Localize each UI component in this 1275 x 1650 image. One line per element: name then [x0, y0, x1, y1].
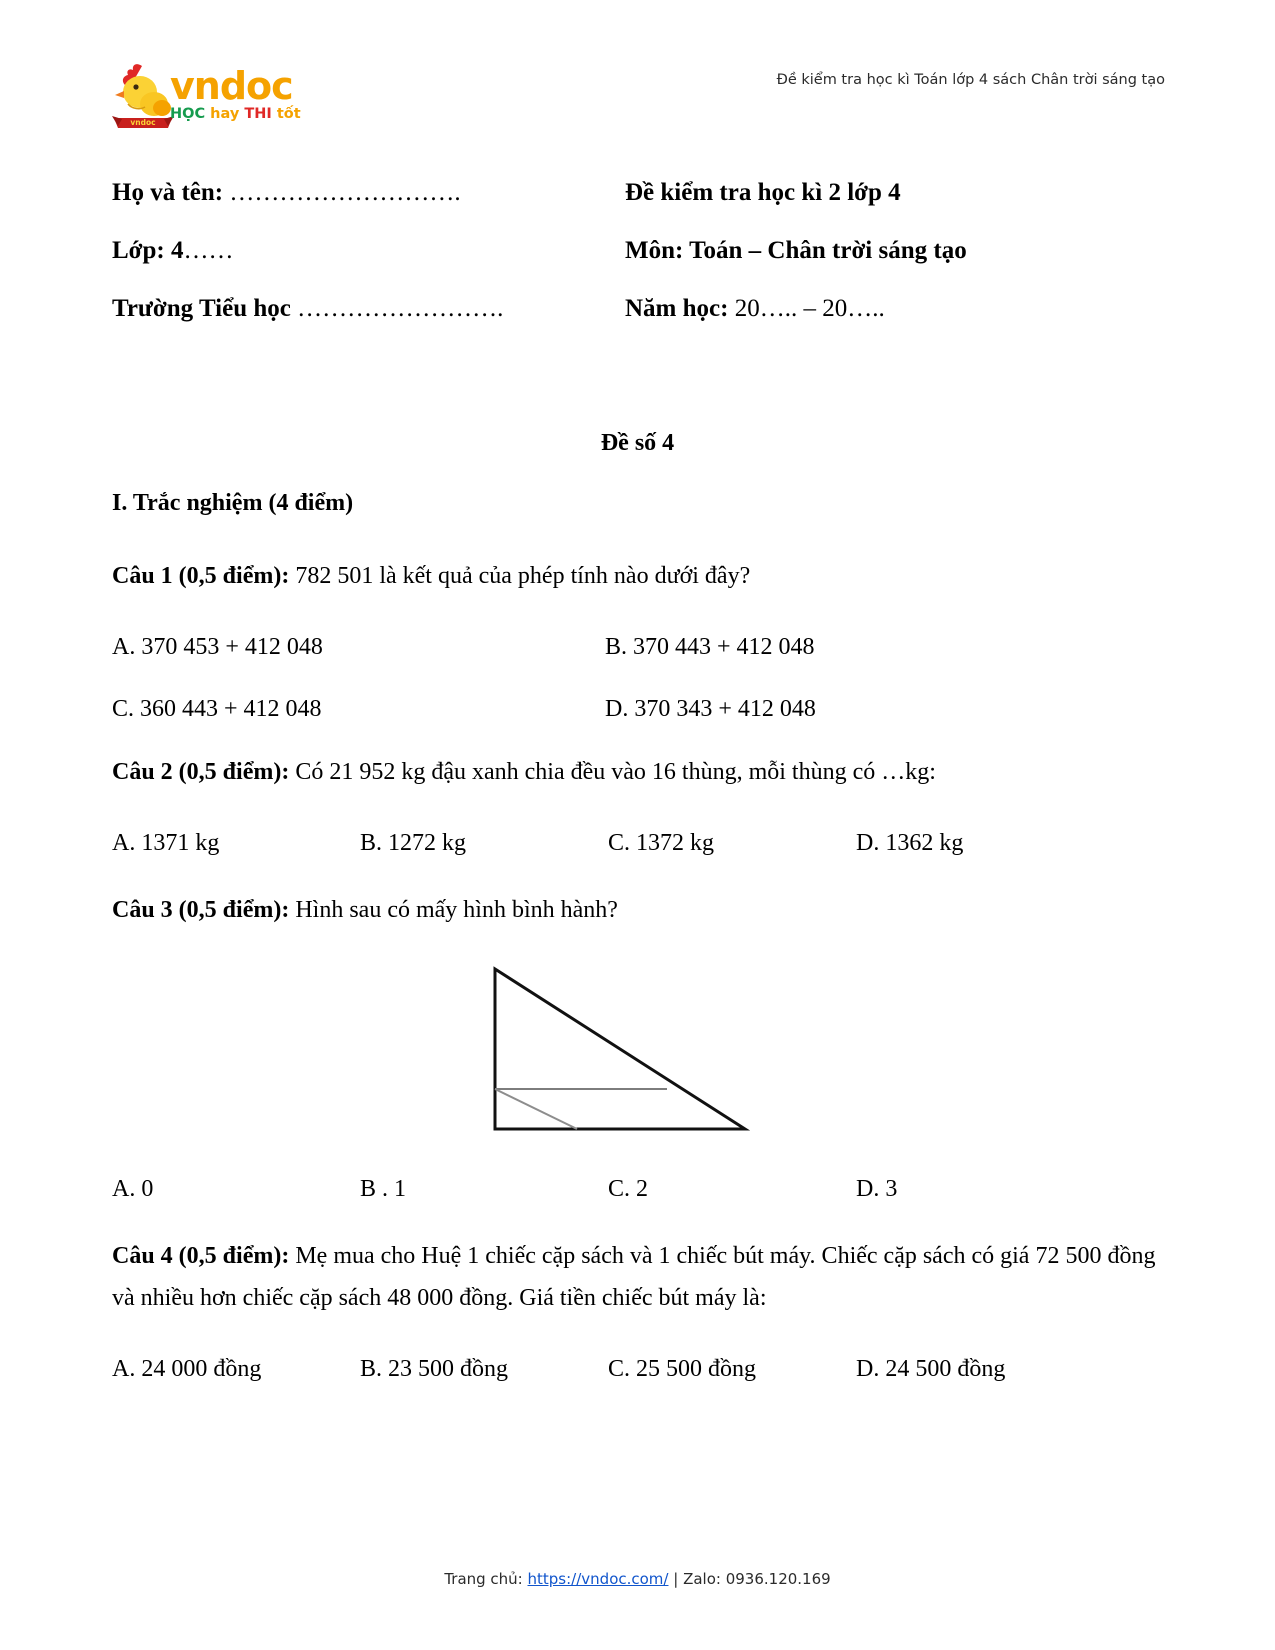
footer-homepage-link[interactable]: https://vndoc.com/ — [527, 1570, 669, 1588]
svg-text:vndoc: vndoc — [130, 118, 156, 127]
logo-tagline — [170, 106, 301, 122]
class-label: Lớp: 4 — [112, 237, 184, 264]
question-2-lead: Câu 2 (0,5 điểm): — [112, 759, 290, 785]
question-1-option-d[interactable]: D. 370 343 + 412 048 — [605, 696, 816, 722]
section-heading-multiple-choice: I. Trắc nghiệm (4 điểm) — [112, 490, 354, 516]
question-2-text: Có 21 952 kg đậu xanh chia đều vào 16 thùng, mỗi thùng có …kg: — [289, 759, 936, 785]
logo-tagline-hay: hay — [210, 106, 240, 122]
page-header — [112, 58, 1165, 134]
logo-wordmark: vndoc — [170, 64, 293, 108]
question-4-options — [112, 1349, 1167, 1389]
info-row-class — [112, 234, 1165, 292]
question-1-options-row-2 — [112, 689, 1167, 729]
question-1-lead: Câu 1 (0,5 điểm): — [112, 563, 290, 589]
school-dots: ……………………. — [290, 295, 504, 322]
subject-value: Toán – Chân trời sáng tạo — [683, 237, 967, 264]
question-1-text: 782 501 là kết quả của phép tính nào dưới đây? — [289, 563, 751, 589]
question-3-options — [112, 1169, 1167, 1209]
question-3-option-c[interactable]: C. 2 — [608, 1176, 649, 1202]
question-1-option-b[interactable]: B. 370 443 + 412 048 — [605, 634, 815, 660]
question-3-option-b[interactable]: B . 1 — [360, 1176, 407, 1202]
question-4-option-d[interactable]: D. 24 500 đồng — [856, 1356, 1006, 1382]
footer-prefix: Trang chủ: — [444, 1570, 528, 1588]
info-row-school — [112, 292, 1165, 350]
question-3-option-d[interactable]: D. 3 — [856, 1176, 898, 1202]
question-3-lead: Câu 3 (0,5 điểm): — [112, 897, 290, 923]
footer-suffix: | Zalo: 0936.120.169 — [668, 1570, 831, 1588]
question-3 — [112, 889, 1167, 931]
student-info-block — [112, 176, 1165, 350]
school-year-value: 20….. – 20….. — [728, 295, 885, 322]
page-footer — [0, 1570, 1275, 1588]
logo-tagline-tot: tốt — [276, 106, 301, 122]
exam-code-heading: Đề số 4 — [600, 430, 675, 456]
logo-tagline-hoc: HỌC — [170, 106, 206, 122]
exam-content — [112, 490, 1167, 1415]
school-year-label: Năm học: — [625, 295, 729, 322]
class-dots: …… — [183, 237, 234, 264]
school-year-field — [625, 292, 885, 326]
question-3-option-a[interactable]: A. 0 — [112, 1176, 154, 1202]
full-name-dots: ………………………. — [223, 179, 461, 206]
info-row-name — [112, 176, 1165, 234]
question-3-text: Hình sau có mấy hình bình hành? — [289, 897, 618, 923]
question-2-option-b[interactable]: B. 1272 kg — [360, 830, 467, 856]
question-2-options — [112, 823, 1167, 863]
exam-title — [625, 176, 901, 210]
question-2-option-c[interactable]: C. 1372 kg — [608, 830, 715, 856]
full-name-field — [112, 176, 461, 210]
question-1-option-c[interactable]: C. 360 443 + 412 048 — [112, 696, 322, 722]
question-4-lead: Câu 4 (0,5 điểm): — [112, 1243, 290, 1269]
question-1-option-a[interactable]: A. 370 453 + 412 048 — [112, 634, 323, 660]
school-field — [112, 292, 503, 326]
question-2-option-a[interactable]: A. 1371 kg — [112, 830, 220, 856]
question-2-option-d[interactable]: D. 1362 kg — [856, 830, 964, 856]
question-4-text: Mẹ mua cho Huệ 1 chiếc cặp sách và 1 chiếc bút máy. Chiếc cặp sách có giá 72 500 đồng và nhiều hơn chiếc cặp sách 48 000 đồng. Giá tiền chiếc bút máy là: — [112, 1243, 1156, 1311]
vndoc-logo — [112, 58, 301, 130]
exam-title-text: Đề kiểm tra học kì 2 lớp 4 — [625, 179, 901, 206]
question-2 — [112, 751, 1167, 793]
header-doc-title: Đề kiểm tra học kì Toán lớp 4 sách Chân trời sáng tạo — [776, 72, 1165, 88]
question-4-option-a[interactable]: A. 24 000 đồng — [112, 1356, 262, 1382]
class-field — [112, 234, 234, 268]
full-name-label: Họ và tên: — [112, 179, 224, 206]
question-1 — [112, 555, 1167, 597]
question-4-option-b[interactable]: B. 23 500 đồng — [360, 1356, 509, 1382]
chicken-mascot-icon — [112, 60, 174, 128]
right-triangle-diagram — [487, 961, 757, 1136]
question-3-figure — [112, 961, 1167, 1151]
subject-label: Môn: — [625, 237, 684, 264]
logo-tagline-thi: THI — [244, 106, 272, 122]
question-4 — [112, 1235, 1167, 1319]
subject-field — [625, 234, 967, 268]
school-label: Trường Tiểu học — [112, 295, 291, 322]
question-4-option-c[interactable]: C. 25 500 đồng — [608, 1356, 757, 1382]
question-1-options-row-1 — [112, 627, 1167, 667]
